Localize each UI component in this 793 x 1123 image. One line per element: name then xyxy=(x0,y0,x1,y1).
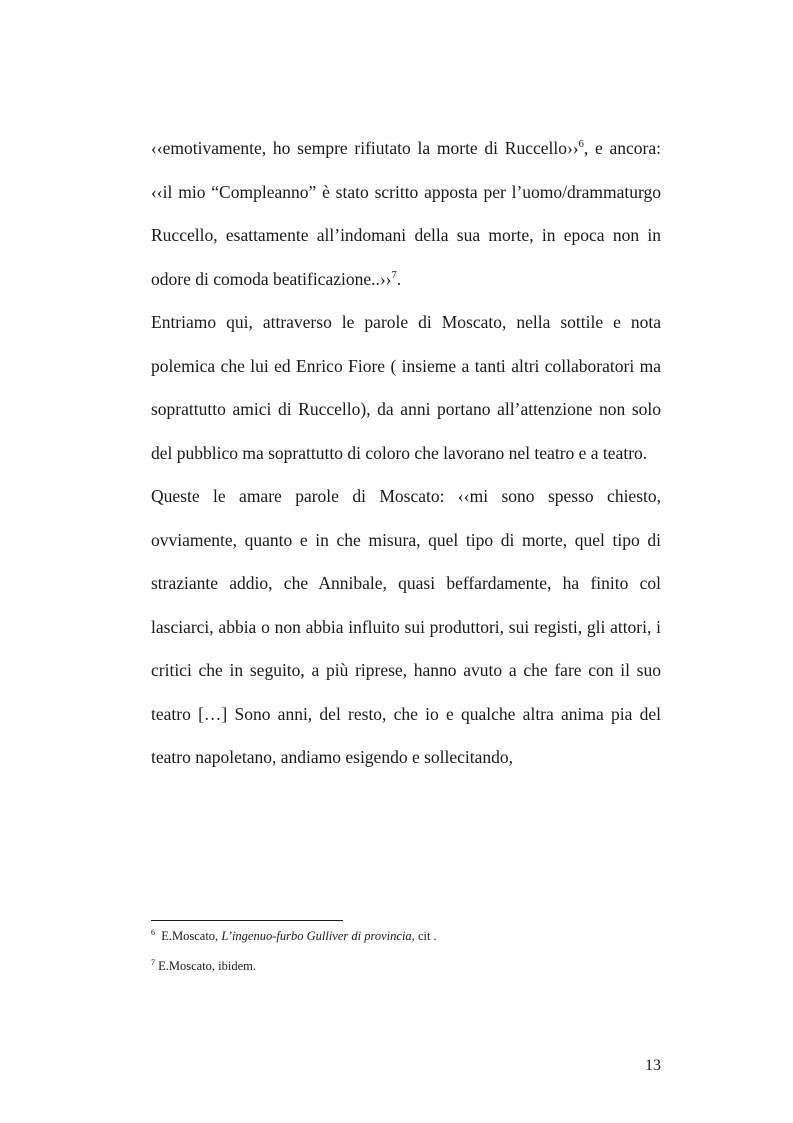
page-number: 13 xyxy=(645,1057,661,1074)
footnote-6 xyxy=(151,928,661,944)
paragraph-1-text-c: . xyxy=(396,268,402,289)
body-text xyxy=(151,127,661,780)
paragraph-1-text-b: , e ancora: ‹‹il mio “Compleanno” è stato scritto apposta per l’uomo/drammaturgo Ruccello, esattamente all’indomani della sua morte, in epoca non in odore di comoda beatificazione..›› xyxy=(151,138,661,289)
paragraph-1-text-a: ‹‹emotivamente, ho sempre rifiutato la morte di Ruccello›› xyxy=(151,138,579,158)
footnote-6-mark: 6 xyxy=(151,928,155,938)
footnote-6-author: E.Moscato, xyxy=(161,929,219,943)
footnote-7-text: E.Moscato, ibidem. xyxy=(158,959,257,973)
footnote-7 xyxy=(151,958,661,974)
footnote-ref-7: 7 xyxy=(391,269,397,281)
footnote-7-mark: 7 xyxy=(151,958,155,968)
paragraph-1 xyxy=(151,127,661,301)
footnote-6-title: L’ingenuo-furbo Gulliver di provincia, xyxy=(221,929,415,943)
paragraph-2: Entriamo qui, attraverso le parole di Moscato, nella sottile e nota polemica che lui ed Enrico Fiore ( insieme a tanti altri collaboratori ma soprattutto amici di Ruccello), da anni portano all’attenzione non solo del pubblico ma soprattutto di coloro che lavorano nel teatro e a teatro. xyxy=(151,312,661,463)
paragraph-3: Queste le amare parole di Moscato: ‹‹mi sono spesso chiesto, ovviamente, quanto e in che misura, quel tipo di morte, quel tipo di straziante addio, che Annibale, quasi beffardamente, ha finito col lasciarci, abbia o non abbia influito sui produttori, sui registi, gli attori, i critici che in seguito, a più riprese, hanno avuto a che fare con il suo teatro […] Sono anni, del resto, che io e qualche altra anima pia del teatro napoletano, andiamo esigendo e sollecitando, xyxy=(151,486,661,767)
footnote-ref-6: 6 xyxy=(578,139,584,151)
footnote-separator xyxy=(151,920,343,921)
footnote-6-rest: cit . xyxy=(417,929,437,943)
